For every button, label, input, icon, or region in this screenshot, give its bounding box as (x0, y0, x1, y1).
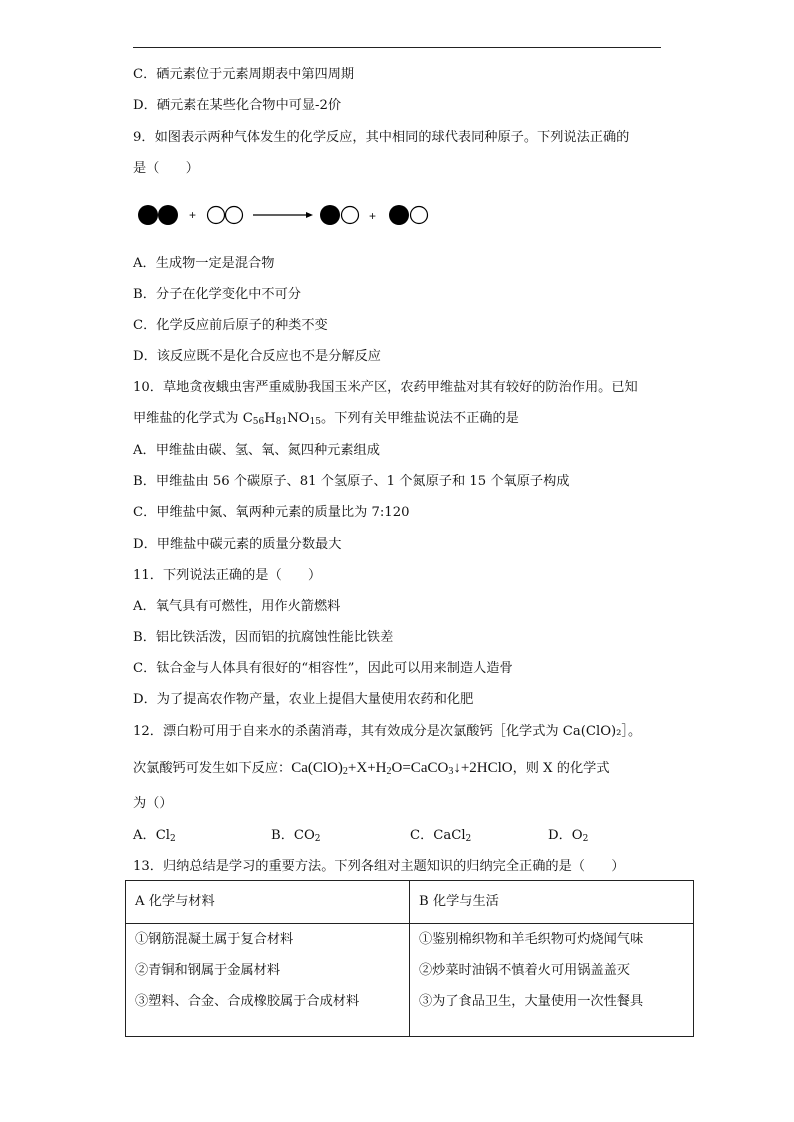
table-a-item-1: ①钢筋混凝土属于复合材料 (135, 932, 294, 947)
table-cell-a (126, 924, 410, 1037)
table-cell-b (410, 924, 694, 1037)
q9-option-d: D．该反应既不是化合反应也不是分解反应 (133, 349, 381, 364)
reaction-diagram (137, 200, 437, 230)
q11-stem: 11．下列说法正确的是（ ） (133, 568, 322, 583)
q8-option-c: C．硒元素位于元素周期表中第四周期 (133, 67, 355, 82)
q9-option-c: C．化学反应前后原子的种类不变 (133, 318, 328, 333)
q13-stem: 13．归纳总结是学习的重要方法。下列各组对主题知识的归纳完全正确的是（ ） (133, 859, 625, 874)
q10-stem-line2: 甲维盐的化学式为 $C_{56}H_{81}NO_{15}$。下列有关甲维盐说法不正确的是 (133, 411, 519, 427)
q11-option-c: C．钛合金与人体具有很好的“相容性”，因此可以用来制造人造骨 (133, 661, 513, 676)
reactant-white-molecule (208, 207, 243, 224)
q9-option-b: B．分子在化学变化中不可分 (133, 287, 301, 302)
q12-stem-line2: 次氯酸钙可发生如下反应：$Ca(ClO)_2+X+H_2O=CaCO_3↓+2HClO$，则 X 的化学式 (133, 760, 610, 777)
q12-stem-line1: 12．漂白粉可用于自来水的杀菌消毒，其有效成分是次氯酸钙［化学式为 Ca(ClO)₂］。 (133, 724, 642, 739)
product-molecule-2 (389, 205, 428, 225)
q11-option-d: D．为了提高农作物产量，农业上提倡大量使用农药和化肥 (133, 692, 474, 707)
table-a-item-3: ③塑料、合金、合成橡胶属于合成材料 (135, 994, 360, 1009)
table-b-item-1: ①鉴别棉织物和羊毛织物可灼烧闻气味 (419, 932, 644, 947)
plus-sign-2: + (369, 209, 377, 223)
reaction-arrow (253, 212, 313, 218)
table-b-item-3: ③为了食品卫生，大量使用一次性餐具 (419, 994, 644, 1009)
reactant-black-molecule (138, 205, 178, 225)
q12-option-c: C．CaCl$_2$ (410, 828, 472, 844)
q10-option-d: D．甲维盐中碳元素的质量分数最大 (133, 537, 342, 552)
q11-option-a: A．氧气具有可燃性，用作火箭燃料 (133, 599, 341, 614)
q9-stem-line1: 9．如图表示两种气体发生的化学反应，其中相同的球代表同种原子。下列说法正确的 (133, 130, 630, 145)
q10-option-a: A．甲维盐由碳、氢、氧、氮四种元素组成 (133, 443, 380, 458)
product-molecule-1 (320, 205, 359, 225)
q13-knowledge-table (125, 880, 694, 1037)
q12-option-a: A．$Cl_2$ (133, 828, 176, 844)
plus-sign-1: + (189, 208, 197, 222)
table-header-b: B 化学与生活 (410, 881, 694, 924)
q10-option-b: B．甲维盐由 56 个碳原子、81 个氢原子、1 个氮原子和 15 个氧原子构成 (133, 474, 570, 489)
table-a-item-2: ②青铜和钢属于金属材料 (135, 963, 281, 978)
q10-option-c: C．甲维盐中氮、氧两种元素的质量比为 7:120 (133, 505, 410, 520)
q12-option-b: B．$CO_2$ (271, 828, 321, 844)
q11-option-b: B．铝比铁活泼，因而铝的抗腐蚀性能比铁差 (133, 630, 394, 645)
q8-option-d: D．硒元素在某些化合物中可显-2价 (133, 98, 342, 113)
q10-stem-line1: 10．草地贪夜蛾虫害严重威胁我国玉米产区，农药甲维盐对其有较好的防治作用。已知 (133, 380, 638, 395)
table-header-a: A 化学与材料 (126, 881, 410, 924)
header-rule (133, 47, 661, 48)
table-b-item-2: ②炒菜时油锅不慎着火可用锅盖盖灭 (419, 963, 630, 978)
q12-option-d: D．$O_2$ (548, 828, 589, 844)
q12-stem-line3: 为（） (133, 796, 173, 811)
q12-equation: $Ca(ClO)_2+X+H_2O=CaCO_3↓+2HClO$ (291, 760, 513, 777)
q9-option-a: A．生成物一定是混合物 (133, 256, 275, 271)
q9-stem-line2: 是（ ） (133, 161, 199, 176)
